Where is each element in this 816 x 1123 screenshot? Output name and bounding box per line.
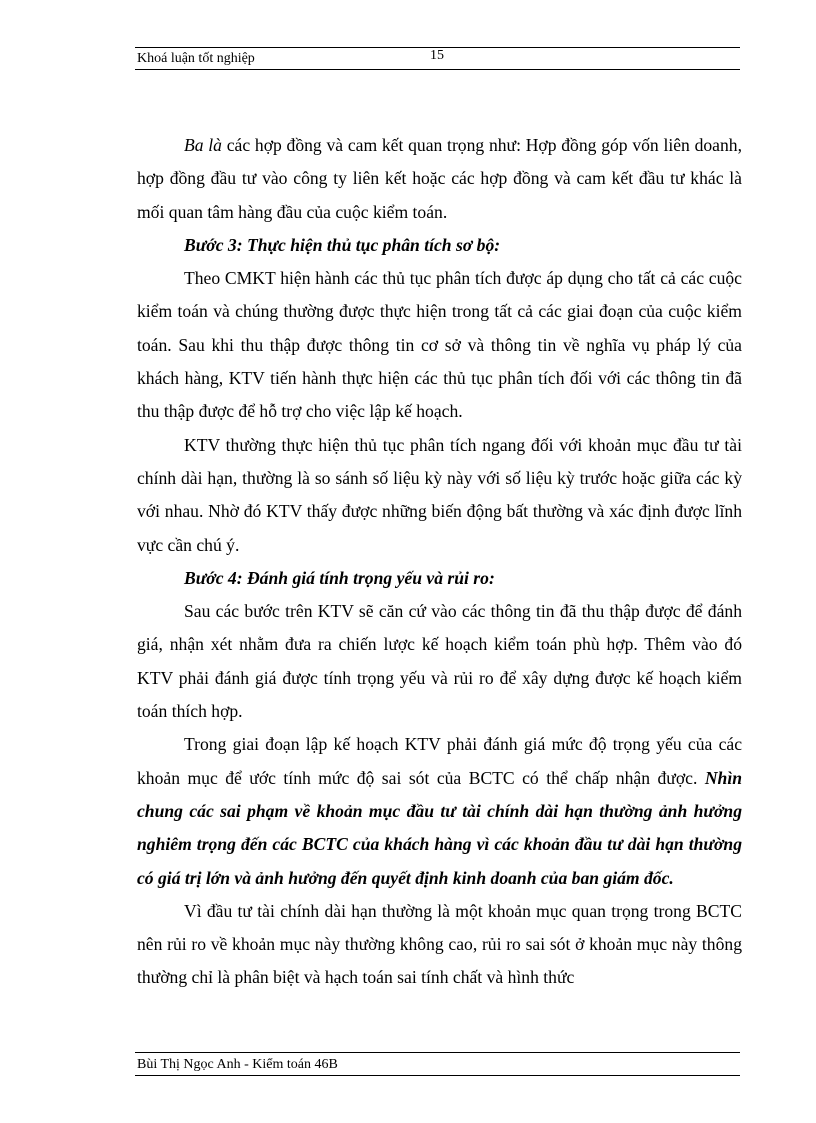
paragraph-1 xyxy=(137,129,742,229)
paragraph-5-text: Trong giai đoạn lập kế hoạch KTV phải đánh giá mức độ trọng yếu của các khoản mục để ước tính mức độ sai sót của BCTC có thể chấp nhận được. xyxy=(137,734,742,788)
step-4-heading: Bước 4: Đánh giá tính trọng yếu và rủi ro: xyxy=(184,567,495,588)
paragraph-4: Sau các bước trên KTV sẽ căn cứ vào các thông tin đã thu thập được để đánh giá, nhận xét nhằm đưa ra chiến lược kế hoạch kiểm toán phù hợp. Thêm vào đó KTV phải đánh giá được tính trọng yếu và rủi ro để xây dựng được kế hoạch kiểm toán thích hợp. xyxy=(137,601,742,722)
page-number: 15 xyxy=(430,48,444,63)
footer-top-rule xyxy=(135,1052,740,1053)
paragraph-1-lead: Ba là xyxy=(184,135,222,155)
paragraph-5-emphasis: Nhìn chung các sai phạm về khoản mục đầu tư tài chính dài hạn thường ảnh hưởng nghiêm trọng đến các BCTC của khách hàng vì các khoản đầu tư dài hạn thường có giá trị lớn và ảnh hưởng đến quyết định kinh doanh của ban giám đốc. xyxy=(137,767,742,888)
paragraph-1-text: các hợp đồng và cam kết quan trọng như: Hợp đồng góp vốn liên doanh, hợp đồng đầu tư vào công ty liên kết hoặc các hợp đồng và cam kết đầu tư khác là mối quan tâm hàng đầu của cuộc kiểm toán. xyxy=(137,135,742,222)
step-3-heading: Bước 3: Thực hiện thủ tục phân tích sơ bộ: xyxy=(184,234,501,255)
header-title: Khoá luận tốt nghiệp xyxy=(137,51,255,66)
body-text xyxy=(137,129,742,995)
paragraph-2: Theo CMKT hiện hành các thủ tục phân tích được áp dụng cho tất cả các cuộc kiểm toán và chúng thường được thực hiện trong tất cả các giai đoạn của cuộc kiểm toán. Sau khi thu thập được thông tin cơ sở và thông tin về nghĩa vụ pháp lý của khách hàng, KTV tiến hành thực hiện các thủ tục phân tích đối với các thông tin đã thu thập được để hỗ trợ cho việc lập kế hoạch. xyxy=(137,268,742,422)
paragraph-3: KTV thường thực hiện thủ tục phân tích ngang đối với khoản mục đầu tư tài chính dài hạn, thường là so sánh số liệu kỳ này với số liệu kỳ trước hoặc giữa các kỳ với nhau. Nhờ đó KTV thấy được những biến động bất thường và xác định được lĩnh vực cần chú ý. xyxy=(137,434,742,555)
footer-bottom-rule xyxy=(135,1075,740,1076)
paragraph-6: Vì đầu tư tài chính dài hạn thường là một khoản mục quan trọng trong BCTC nên rủi ro về khoản mục này thường không cao, rủi ro sai sót ở khoản mục này thông thường chỉ là phân biệt và hạch toán sai tính chất và hình thức xyxy=(137,900,742,988)
header-bottom-rule xyxy=(135,69,740,70)
paragraph-5 xyxy=(137,728,742,894)
footer-author: Bùi Thị Ngọc Anh - Kiểm toán 46B xyxy=(137,1057,338,1072)
